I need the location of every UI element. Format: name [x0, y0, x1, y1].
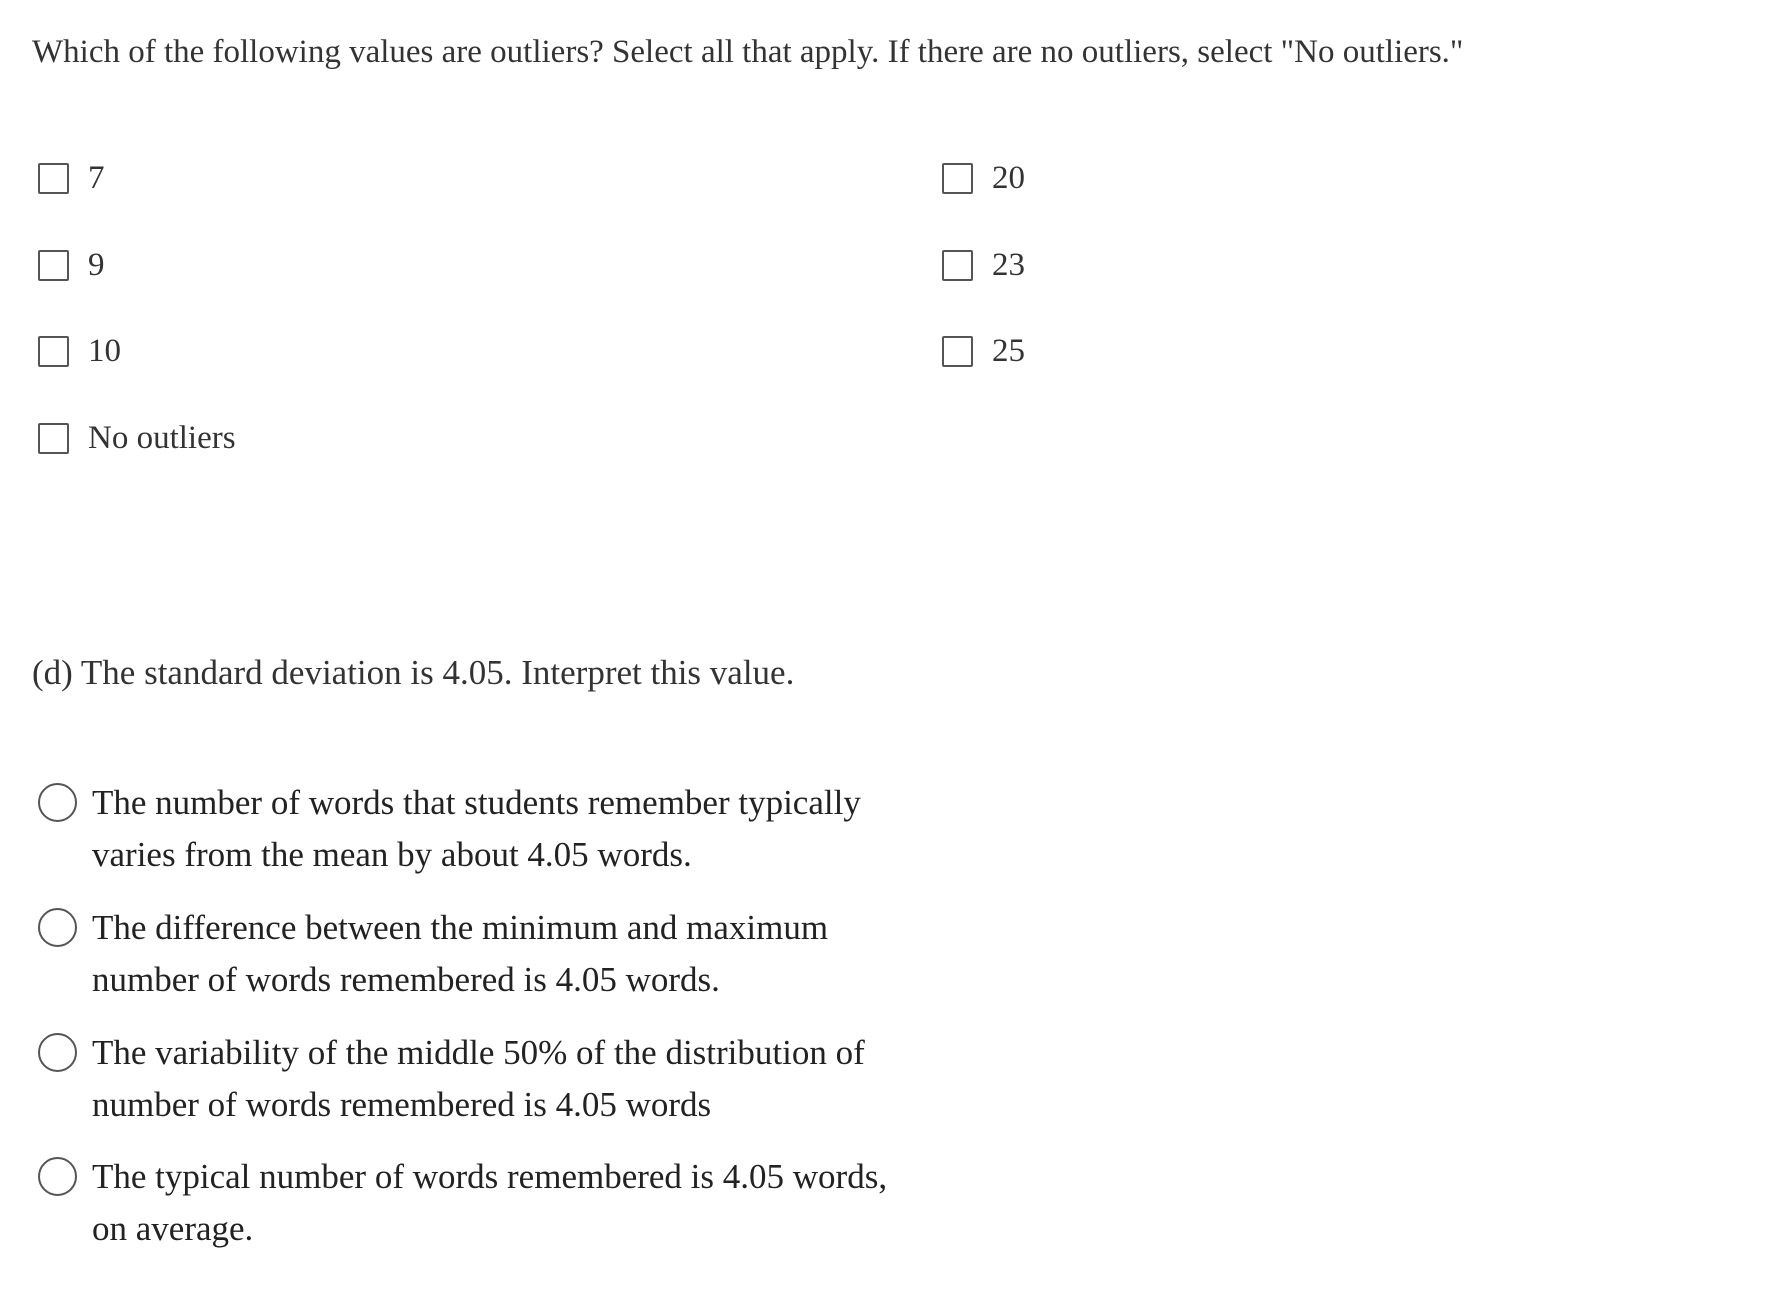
checkbox-icon[interactable] [38, 250, 69, 281]
radio-option-label: The typical number of words remembered is 4.05 words, on average. [92, 1157, 888, 1248]
radio-button-icon[interactable] [38, 783, 77, 822]
radio-button-icon[interactable] [38, 908, 77, 947]
option-7-checkbox[interactable] [38, 153, 105, 203]
checkbox-icon[interactable] [942, 250, 973, 281]
option-label: 25 [992, 333, 1025, 369]
radio-option-3[interactable] [38, 1027, 892, 1131]
radio-option-2[interactable] [38, 902, 892, 1006]
option-label: No outliers [88, 420, 236, 456]
option-label: 9 [88, 247, 105, 283]
radio-button-icon[interactable] [38, 1157, 77, 1196]
radio-option-label: The number of words that students remember typically varies from the mean by about 4.05 words. [92, 783, 861, 874]
option-label: 7 [88, 160, 105, 196]
option-no-outliers-checkbox[interactable] [38, 413, 236, 463]
option-label: 10 [88, 333, 121, 369]
checkbox-icon[interactable] [38, 336, 69, 367]
option-25-checkbox[interactable] [942, 326, 1025, 376]
option-20-checkbox[interactable] [942, 153, 1025, 203]
option-10-checkbox[interactable] [38, 326, 121, 376]
radio-option-1[interactable] [38, 777, 892, 881]
checkbox-icon[interactable] [942, 163, 973, 194]
radio-option-label: The variability of the middle 50% of the distribution of number of words remembered is 4.05 words [92, 1033, 865, 1124]
option-label: 23 [992, 247, 1025, 283]
part-d-prompt: (d) The standard deviation is 4.05. Interpret this value. [32, 653, 795, 692]
radio-button-icon[interactable] [38, 1033, 77, 1072]
outliers-question-prompt: Which of the following values are outliers? Select all that apply. If there are no outliers, select "No outliers." [32, 34, 1464, 70]
radio-option-4[interactable] [38, 1151, 892, 1255]
checkbox-icon[interactable] [38, 163, 69, 194]
option-23-checkbox[interactable] [942, 240, 1025, 290]
checkbox-icon[interactable] [38, 423, 69, 454]
checkbox-icon[interactable] [942, 336, 973, 367]
option-9-checkbox[interactable] [38, 240, 105, 290]
option-label: 20 [992, 160, 1025, 196]
radio-option-label: The difference between the minimum and maximum number of words remembered is 4.05 words. [92, 908, 829, 999]
